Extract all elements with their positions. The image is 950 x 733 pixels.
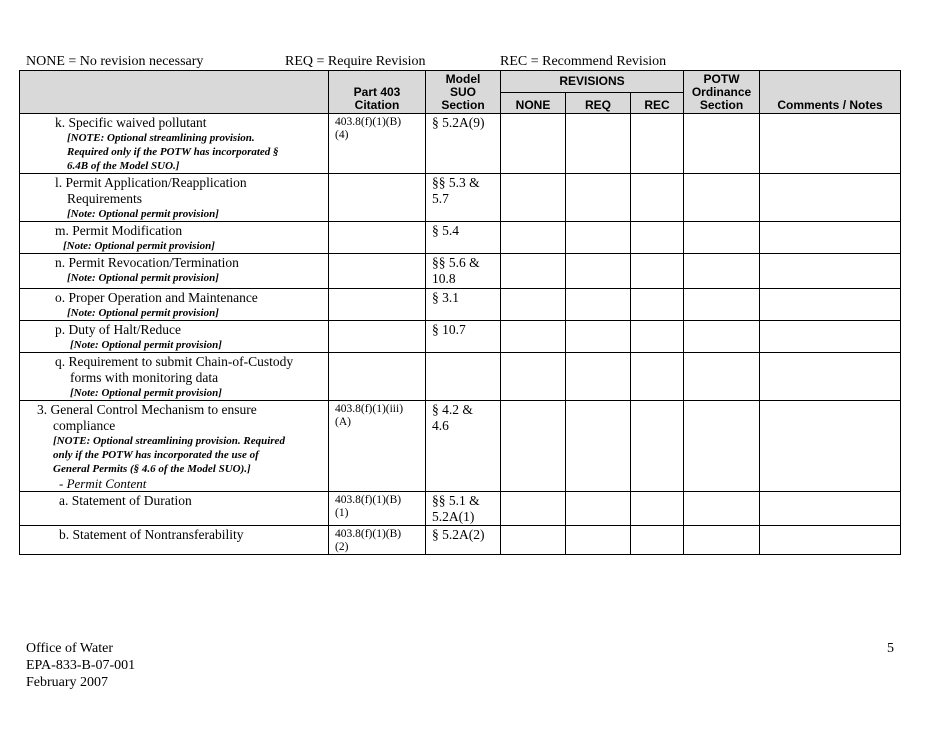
none-cell[interactable] <box>501 222 566 254</box>
item-subnote: - Permit Content <box>59 476 147 491</box>
rec-cell[interactable] <box>631 174 684 222</box>
suo-section-cell <box>426 492 501 526</box>
suo-section-text: §§ 5.1 & <box>432 493 480 508</box>
req-cell[interactable] <box>566 114 631 174</box>
citation-text: 403.8(f)(1)(iii) <box>335 403 404 415</box>
item-title: l. Permit Application/Reapplication <box>55 175 247 190</box>
item-title: q. Requirement to submit Chain-of-Custody <box>55 354 294 369</box>
rec-cell[interactable] <box>631 492 684 526</box>
header-model-suo-section <box>426 71 501 114</box>
table-row <box>20 353 901 401</box>
citation-text: (4) <box>335 129 349 141</box>
item-title: a. Statement of Duration <box>59 493 192 508</box>
suo-section-cell <box>426 526 501 555</box>
table-row <box>20 401 901 492</box>
comments-cell[interactable] <box>760 401 901 492</box>
header-potw-line3: Section <box>699 98 744 112</box>
rec-cell[interactable] <box>631 254 684 289</box>
item-title: m. Permit Modification <box>55 223 183 238</box>
header-part403-line1: Part 403 <box>353 85 401 99</box>
header-none: NONE <box>501 93 566 114</box>
citation-cell <box>329 254 426 289</box>
citation-cell <box>329 526 426 555</box>
req-cell[interactable] <box>566 321 631 353</box>
item-note: only if the POTW has incorporated the use of <box>53 449 259 461</box>
table-row <box>20 526 901 555</box>
rec-cell[interactable] <box>631 289 684 321</box>
comments-cell[interactable] <box>760 353 901 401</box>
item-note: [NOTE: Optional streamlining provision. Required <box>53 435 285 447</box>
item-title: forms with monitoring data <box>70 370 219 385</box>
revision-checklist-table <box>19 70 901 555</box>
item-note: [Note: Optional permit provision] <box>63 240 215 252</box>
potw-section-cell[interactable] <box>684 114 760 174</box>
suo-section-cell <box>426 353 501 401</box>
table-row <box>20 222 901 254</box>
footer-date: February 2007 <box>26 675 109 690</box>
suo-section-text: § 5.2A(9) <box>432 115 485 130</box>
header-rec: REC <box>631 93 684 114</box>
header-potw-line2: Ordinance <box>691 85 752 99</box>
potw-section-cell[interactable] <box>684 254 760 289</box>
rec-cell[interactable] <box>631 526 684 555</box>
citation-text: (A) <box>335 416 351 428</box>
item-cell <box>20 353 329 401</box>
req-cell[interactable] <box>566 353 631 401</box>
citation-text: 403.8(f)(1)(B) <box>335 116 402 128</box>
comments-cell[interactable] <box>760 492 901 526</box>
citation-cell <box>329 353 426 401</box>
suo-section-text: 4.6 <box>432 418 449 433</box>
citation-cell <box>329 401 426 492</box>
header-suo-line3: Section <box>441 98 485 112</box>
none-cell[interactable] <box>501 254 566 289</box>
req-cell[interactable] <box>566 254 631 289</box>
header-revisions: REVISIONS <box>501 71 684 93</box>
table-row <box>20 492 901 526</box>
suo-section-text: § 3.1 <box>432 290 459 305</box>
suo-section-text: § 5.4 <box>432 223 459 238</box>
item-cell <box>20 174 329 222</box>
suo-section-text: §§ 5.3 & <box>432 175 480 190</box>
item-note: General Permits (§ 4.6 of the Model SUO).] <box>53 463 251 475</box>
req-cell[interactable] <box>566 289 631 321</box>
legend-rec: REC = Recommend Revision <box>500 54 667 69</box>
potw-section-cell[interactable] <box>684 174 760 222</box>
table-row <box>20 174 901 222</box>
table-row <box>20 254 901 289</box>
item-note: [Note: Optional permit provision] <box>70 339 222 351</box>
item-note: [Note: Optional permit provision] <box>70 387 222 399</box>
item-title: p. Duty of Halt/Reduce <box>55 322 181 337</box>
table-row <box>20 114 901 174</box>
req-cell[interactable] <box>566 526 631 555</box>
suo-section-cell <box>426 321 501 353</box>
req-cell[interactable] <box>566 174 631 222</box>
item-cell <box>20 526 329 555</box>
rec-cell[interactable] <box>631 321 684 353</box>
footer-doc-id: EPA-833-B-07-001 <box>26 658 136 673</box>
req-cell[interactable] <box>566 492 631 526</box>
header-potw-ordinance-section <box>684 71 760 114</box>
none-cell[interactable] <box>501 492 566 526</box>
page-number: 5 <box>887 641 894 656</box>
citation-text: (1) <box>335 507 349 519</box>
suo-section-cell <box>426 254 501 289</box>
comments-cell[interactable] <box>760 174 901 222</box>
citation-cell <box>329 321 426 353</box>
citation-text: (2) <box>335 541 349 553</box>
suo-section-text: 5.2A(1) <box>432 509 475 524</box>
none-cell[interactable] <box>501 114 566 174</box>
item-cell <box>20 492 329 526</box>
item-note: [Note: Optional permit provision] <box>67 208 219 220</box>
suo-section-cell <box>426 174 501 222</box>
comments-cell[interactable] <box>760 114 901 174</box>
comments-cell[interactable] <box>760 254 901 289</box>
item-title: compliance <box>53 418 116 433</box>
item-cell <box>20 321 329 353</box>
citation-cell <box>329 114 426 174</box>
item-title: n. Permit Revocation/Termination <box>55 255 239 270</box>
header-req: REQ <box>566 93 631 114</box>
header-suo-line2: SUO <box>449 85 476 99</box>
suo-section-text: 5.7 <box>432 191 449 206</box>
rec-cell[interactable] <box>631 114 684 174</box>
citation-text: 403.8(f)(1)(B) <box>335 528 402 540</box>
header-suo-line1: Model <box>445 72 481 86</box>
citation-cell <box>329 492 426 526</box>
header-item <box>20 71 329 114</box>
citation-cell <box>329 222 426 254</box>
item-cell <box>20 114 329 174</box>
potw-section-cell[interactable] <box>684 353 760 401</box>
header-part403-citation <box>329 71 426 114</box>
suo-section-text: § 4.2 & <box>432 402 473 417</box>
potw-section-cell[interactable] <box>684 526 760 555</box>
comments-cell[interactable] <box>760 289 901 321</box>
comments-cell[interactable] <box>760 526 901 555</box>
potw-section-cell[interactable] <box>684 289 760 321</box>
suo-section-text: § 5.2A(2) <box>432 527 485 542</box>
item-cell <box>20 289 329 321</box>
table-row <box>20 289 901 321</box>
potw-section-cell[interactable] <box>684 401 760 492</box>
item-cell <box>20 254 329 289</box>
item-title: o. Proper Operation and Maintenance <box>55 290 258 305</box>
item-title: Requirements <box>67 191 142 206</box>
legend-req: REQ = Require Revision <box>285 54 426 69</box>
suo-section-text: §§ 5.6 & <box>432 255 480 270</box>
req-cell[interactable] <box>566 401 631 492</box>
none-cell[interactable] <box>501 174 566 222</box>
suo-section-cell <box>426 401 501 492</box>
none-cell[interactable] <box>501 289 566 321</box>
revision-legend <box>26 54 906 70</box>
potw-section-cell[interactable] <box>684 222 760 254</box>
rec-cell[interactable] <box>631 401 684 492</box>
none-cell[interactable] <box>501 526 566 555</box>
legend-none: NONE = No revision necessary <box>26 54 204 69</box>
suo-section-cell <box>426 114 501 174</box>
potw-section-cell[interactable] <box>684 321 760 353</box>
footer <box>26 640 135 691</box>
suo-section-cell <box>426 289 501 321</box>
rec-cell[interactable] <box>631 222 684 254</box>
item-note: [Note: Optional permit provision] <box>67 307 219 319</box>
item-cell <box>20 401 329 492</box>
suo-section-cell <box>426 222 501 254</box>
header-potw-line1: POTW <box>703 72 740 86</box>
item-title: k. Specific waived pollutant <box>55 115 207 130</box>
header-comments-notes: Comments / Notes <box>760 71 901 114</box>
item-note: [NOTE: Optional streamlining provision. <box>67 132 255 144</box>
suo-section-text: § 10.7 <box>432 322 466 337</box>
citation-text: 403.8(f)(1)(B) <box>335 494 402 506</box>
item-note: [Note: Optional permit provision] <box>67 272 219 284</box>
suo-section-text: 10.8 <box>432 271 456 286</box>
item-cell <box>20 222 329 254</box>
comments-cell[interactable] <box>760 321 901 353</box>
item-title: 3. General Control Mechanism to ensure <box>37 402 257 417</box>
comments-cell[interactable] <box>760 222 901 254</box>
table-row <box>20 321 901 353</box>
item-note: Required only if the POTW has incorporated § <box>67 146 279 158</box>
potw-section-cell[interactable] <box>684 492 760 526</box>
none-cell[interactable] <box>501 321 566 353</box>
none-cell[interactable] <box>501 401 566 492</box>
citation-cell <box>329 289 426 321</box>
item-title: b. Statement of Nontransferability <box>59 527 244 542</box>
header-part403-line2: Citation <box>354 98 400 112</box>
citation-cell <box>329 174 426 222</box>
footer-office: Office of Water <box>26 641 113 656</box>
item-note: 6.4B of the Model SUO.] <box>67 160 180 172</box>
none-cell[interactable] <box>501 353 566 401</box>
req-cell[interactable] <box>566 222 631 254</box>
rec-cell[interactable] <box>631 353 684 401</box>
